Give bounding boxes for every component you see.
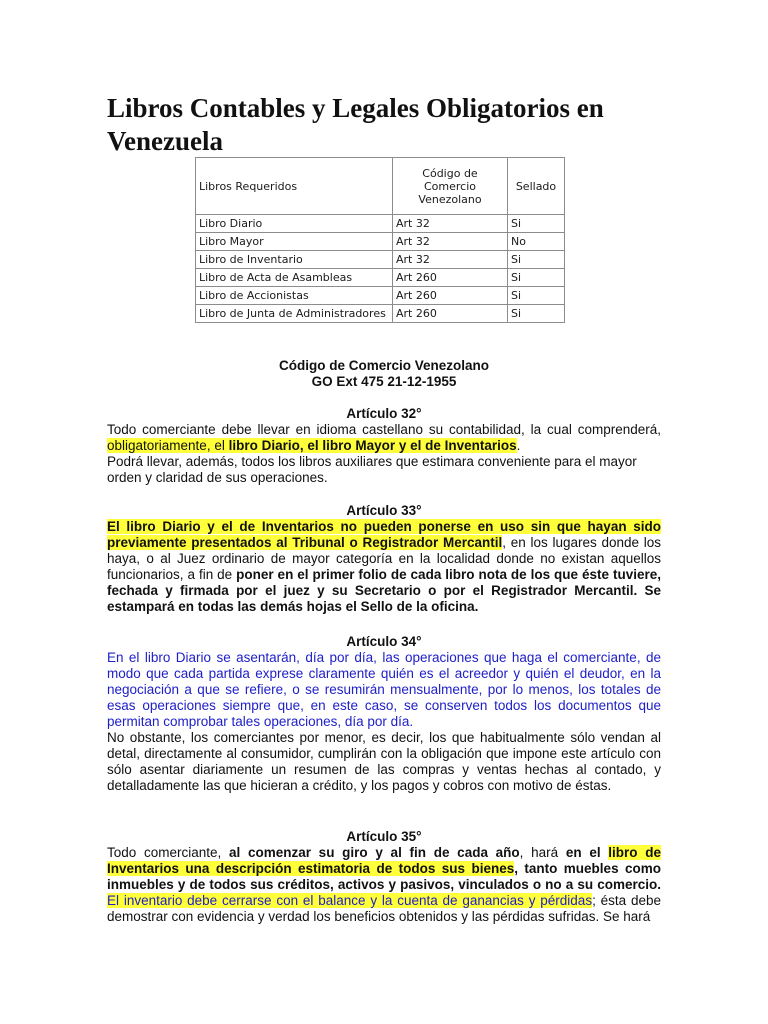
table-cell: Libro de Accionistas (196, 287, 393, 305)
article-heading: Artículo 32° (346, 406, 422, 421)
text-span: ; ésta debe demostrar con evidencia y verdad los beneficios obtenidos y las pérdidas sufridas. Se hará (107, 893, 661, 924)
bold-span: en el (565, 845, 609, 860)
table-row (196, 305, 565, 323)
bold-span: poner en el primer folio de cada libro nota de los que éste tuviere, fechada y firmada por el juez y su Secretario o por el Registrador Mercantil. Se estampará en todas las demás hojas el Sello de la oficina. (107, 567, 661, 614)
article-paragraph (107, 519, 661, 615)
article-35 (107, 829, 661, 925)
highlight-bold-span: libro Diario, el libro Mayor y el de Inventarios (228, 438, 517, 453)
text-span: . (516, 438, 521, 453)
table-cell: Art 260 (393, 305, 508, 323)
article-paragraph: En el libro Diario se asentarán, día por día, las operaciones que haga el comerciante, de modo que cada partida exprese claramente quién es el acreedor y quién el deudor, en la negociación a que se refiere, o se resumirán mensualmente, por lo menos, los totales de esas operaciones siempre que, en este caso, se conserven todos los documentos que permitan comprobar tales operaciones, día por día. (107, 650, 661, 729)
article-paragraph (107, 845, 661, 925)
article-paragraph: No obstante, los comerciantes por menor, es decir, los que habitualmente sólo vendan al detal, directamente al consumidor, cumplirán con la obligación que impone este artículo con sólo asentar diariamente un resumen de las compras y ventas hechas al contado, y detalladamente las que hicieran a crédito, y los pagos y cobros con motivo de éstas. (107, 730, 661, 793)
table-cell: Libro de Acta de Asambleas (196, 269, 393, 287)
table-cell: Libro Mayor (196, 233, 393, 251)
article-paragraph (107, 422, 661, 454)
table-cell: Si (508, 269, 565, 287)
table-cell: Art 32 (393, 215, 508, 233)
article-heading: Artículo 33° (346, 503, 422, 518)
text-span: Todo comerciante, (107, 845, 229, 860)
table-row (196, 287, 565, 305)
table-cell: No (508, 233, 565, 251)
code-heading (107, 358, 661, 390)
highlight-bold-span: El libro Diario y el de Inventarios no pueden ponerse en uso sin que hayan sido previamente presentados al Tribunal o Registrador Mercantil (107, 519, 661, 550)
table-cell: Art 32 (393, 251, 508, 269)
text-span: , hará (519, 845, 566, 860)
highlight-blue-span: El inventario debe cerrarse con el balance y la cuenta de ganancias y pérdidas (107, 893, 593, 908)
table-cell: Si (508, 251, 565, 269)
table-cell: Art 260 (393, 287, 508, 305)
table-header: Código de Comercio Venezolano (393, 158, 508, 215)
table-cell: Libro de Junta de Administradores (196, 305, 393, 323)
code-heading-line2: GO Ext 475 21-12-1955 (311, 374, 457, 389)
table-header-row (196, 158, 565, 215)
table-header: Libros Requeridos (196, 158, 393, 215)
code-heading-line1: Código de Comercio Venezolano (278, 358, 490, 373)
table-cell: Art 32 (393, 233, 508, 251)
text-span: Todo comerciante debe llevar en idioma castellano su contabilidad, la cual comprenderá, (107, 422, 661, 437)
article-32 (107, 406, 661, 486)
table-row (196, 233, 565, 251)
table-row (196, 215, 565, 233)
text-span: , en los lugares donde los haya, o al Juez ordinario de mayor categoría en la localidad donde no existan aquellos funcionarios, a fin de (107, 535, 662, 582)
highlight-bold-span: libro de Inventarios una descripción estimatoria de todos sus bienes (107, 845, 662, 876)
table-row (196, 269, 565, 287)
table-row (196, 251, 565, 269)
required-books-table (195, 157, 565, 323)
highlight-span: obligatoriamente, el (107, 438, 229, 453)
article-33 (107, 503, 661, 615)
page-title: Libros Contables y Legales Obligatorios en Venezuela (107, 93, 604, 156)
bold-span: al comenzar su giro y al fin de cada año (228, 845, 520, 860)
table-cell: Si (508, 305, 565, 323)
table-cell: Libro de Inventario (196, 251, 393, 269)
table-cell: Art 260 (393, 269, 508, 287)
table-cell: Libro Diario (196, 215, 393, 233)
article-34 (107, 634, 661, 794)
article-heading: Artículo 35° (346, 829, 422, 844)
table-header: Sellado (508, 158, 565, 215)
table-cell: Si (508, 215, 565, 233)
table-cell: Si (508, 287, 565, 305)
article-heading: Artículo 34° (346, 634, 422, 649)
bold-span: , tanto muebles como inmuebles y de todos sus créditos, activos y pasivos, vinculados o no a su comercio. (107, 861, 661, 892)
article-paragraph: Podrá llevar, además, todos los libros auxiliares que estimara conveniente para el mayor orden y claridad de sus operaciones. (107, 454, 637, 485)
